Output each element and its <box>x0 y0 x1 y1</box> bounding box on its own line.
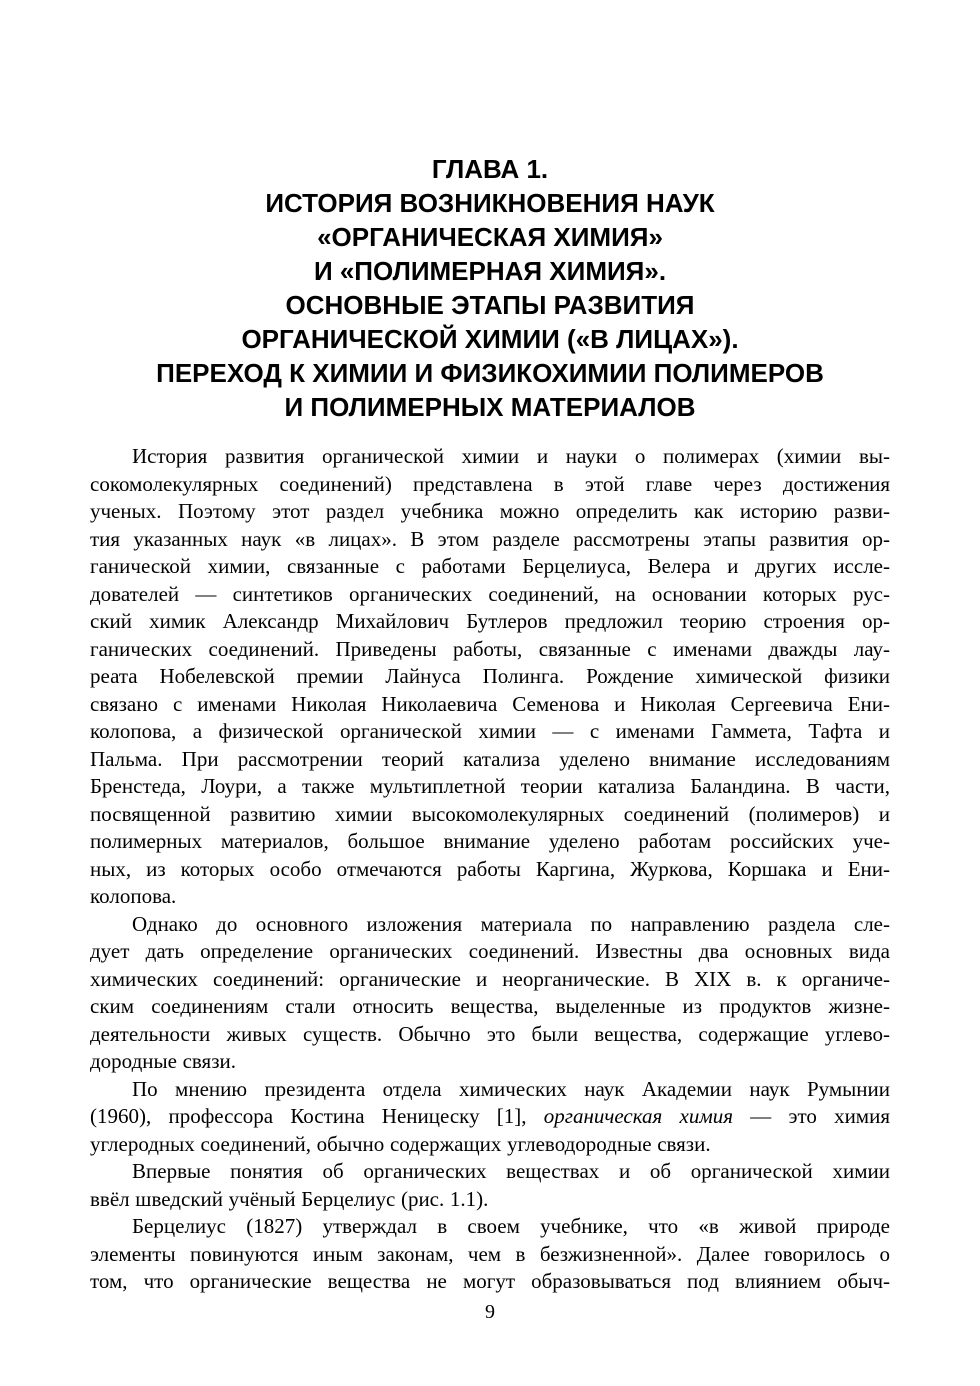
paragraph-last-line: углеродных соединений, обычно содержащих углеводородные связи. <box>90 1131 711 1156</box>
chapter-heading-line: ГЛАВА 1. <box>431 154 549 184</box>
paragraph-line: ных, из которых особо отмечаются работы Каргина, Журкова, Коршака и Ени- <box>90 856 890 881</box>
page-number: 9 <box>485 1300 495 1323</box>
chapter-heading-line: «ОРГАНИЧЕСКАЯ ХИМИЯ» <box>317 222 663 252</box>
paragraph-line: дует дать определение органических соединений. Известны два основных вида <box>90 939 890 963</box>
paragraph-line: тия указанных наук «в лицах». В этом разделе рассмотрены этапы развития ор- <box>90 526 890 551</box>
paragraph-line: химических соединений: органические и неорганические. В XIX в. к органиче- <box>90 966 890 991</box>
chapter-heading <box>80 0 900 424</box>
paragraph-last-line: дородные связи. <box>90 1049 237 1073</box>
chapter-heading-line: ПЕРЕХОД К ХИМИИ И ФИЗИКОХИМИИ ПОЛИМЕРОВ <box>156 358 824 388</box>
paragraph-line: посвященной развитию химии высокомолекулярных соединений (полимеров) и <box>90 801 890 826</box>
paragraph-line: полимерных материалов, большое внимание уделено работам российских уче- <box>90 829 890 853</box>
chapter-heading-line: И «ПОЛИМЕРНАЯ ХИМИЯ». <box>313 256 667 286</box>
paragraph-line: ученых. Поэтому этот раздел учебника можно определить как историю разви- <box>90 499 890 523</box>
paragraph-line: том, что органические вещества не могут образовываться под влиянием обыч- <box>90 1269 890 1293</box>
paragraph-first-line: Однако до основного изложения материала по направлению раздела сле- <box>132 911 890 936</box>
paragraph-line: сокомолекулярных соединений) представлена в этой главе через достижения <box>90 471 890 496</box>
chapter-heading-line: ИСТОРИЯ ВОЗНИКНОВЕНИЯ НАУК <box>265 188 715 218</box>
paragraph-text: — это химия <box>733 1104 890 1128</box>
paragraph-last-line: ввёл шведский учёный Берцелиус (рис. 1.1). <box>90 1186 489 1211</box>
chapter-heading-line: ОРГАНИЧЕСКОЙ ХИМИИ («В ЛИЦАХ»). <box>241 324 739 354</box>
paragraph-line: колопова, а физической органической химии — с именами Гаммета, Тафта и <box>90 719 890 743</box>
body-text <box>90 443 890 1296</box>
paragraph-line: ским соединениям стали относить вещества, выделенные из продуктов жизне- <box>90 994 890 1018</box>
italic-term: органическая химия <box>543 1104 734 1128</box>
paragraph-line: ганической химии, связанные с работами Берцелиуса, Велера и других иссле- <box>90 554 890 578</box>
paragraph-line: Бренстеда, Лоури, а также мультиплетной теории катализа Баландина. В части, <box>90 774 890 798</box>
paragraph-first-line: По мнению президента отдела химических наук Академии наук Румынии <box>132 1076 890 1101</box>
paragraph-line <box>90 1103 890 1131</box>
chapter-heading-line: И ПОЛИМЕРНЫХ МАТЕРИАЛОВ <box>284 392 696 422</box>
paragraph-line: реата Нобелевской премии Лайнуса Полинга. Рождение химической физики <box>90 664 890 688</box>
paragraph-line: элементы повинуются иным законам, чем в безжизненной». Далее говорилось о <box>90 1241 890 1266</box>
paragraph-line: связано с именами Николая Николаевича Семенова и Николая Сергеевича Ени- <box>90 691 890 716</box>
paragraph-first-line: Берцелиус (1827) утверждал в своем учебнике, что «в живой природе <box>132 1214 890 1238</box>
paragraph-last-line: колопова. <box>90 884 177 908</box>
paragraph-first-line: Впервые понятия об органических веществах и об органической химии <box>132 1159 890 1183</box>
paragraph-line: Пальма. При рассмотрении теорий катализа уделено внимание исследованиям <box>90 746 890 771</box>
chapter-heading-line: ОСНОВНЫЕ ЭТАПЫ РАЗВИТИЯ <box>285 290 695 320</box>
paragraph-text: (1960), профессора Костина Неницеску [1], <box>90 1104 544 1128</box>
paragraph-line: ский химик Александр Михайлович Бутлеров предложил теорию строения ор- <box>90 609 890 633</box>
paragraph-line: деятельности живых существ. Обычно это были вещества, содержащие углево- <box>90 1021 890 1046</box>
paragraph-line: дователей — синтетиков органических соединений, на основании которых рус- <box>90 581 890 606</box>
paragraph-line: ганических соединений. Приведены работы, связанные с именами дважды лау- <box>90 636 890 661</box>
paragraph-first-line: История развития органической химии и науки о полимерах (химии вы- <box>132 444 890 468</box>
